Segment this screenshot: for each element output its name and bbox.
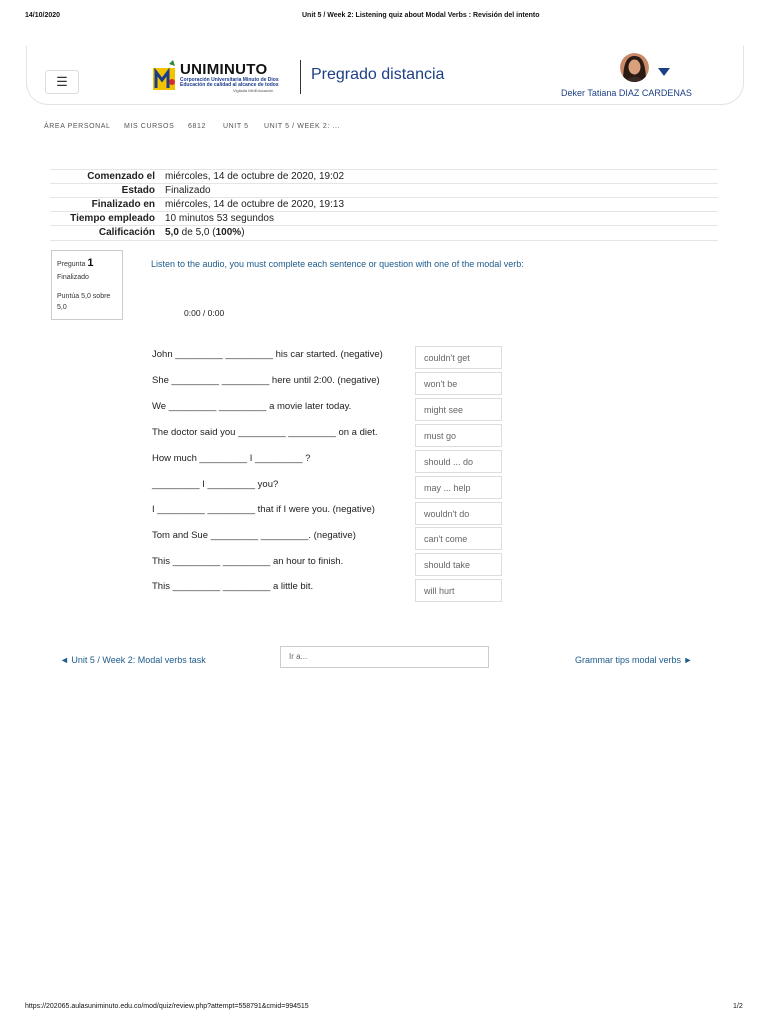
jump-to-placeholder: Ir a...: [289, 652, 308, 661]
summary-row-state: [50, 183, 718, 198]
summary-row-grade: [50, 225, 718, 241]
answer-field-2[interactable]: [415, 372, 502, 395]
grade-close: ): [241, 227, 245, 238]
user-avatar[interactable]: [620, 53, 649, 82]
previous-activity-link[interactable]: ◄ Unit 5 / Week 2: Modal verbs task: [60, 655, 206, 665]
sentence-4: The doctor said you _________ _________ on a diet.: [152, 427, 378, 438]
answer-value: can't come: [424, 534, 468, 544]
answer-value: will hurt: [424, 586, 455, 596]
summary-label: Estado: [121, 185, 155, 196]
summary-value: Finalizado: [165, 185, 211, 196]
jump-to-select[interactable]: [280, 646, 489, 668]
print-date: 14/10/2020: [25, 12, 61, 19]
summary-label: Calificación: [98, 227, 155, 238]
breadcrumb-item-course[interactable]: 6812: [188, 123, 206, 130]
sentence-7: I _________ _________ that if I were you. (negative): [152, 504, 375, 515]
question-number-value: 1: [87, 257, 94, 269]
sentence-10: This _________ _________ a little bit.: [152, 581, 314, 592]
summary-row-finished: [50, 197, 718, 212]
question-info-box: [51, 250, 123, 320]
answer-value: wouldn't do: [424, 509, 470, 519]
print-title: Unit 5 / Week 2: Listening quiz about Modal Verbs : Revisión del intento: [302, 12, 540, 19]
logo-line-2: Educación de calidad al alcance de todos: [180, 82, 279, 88]
answer-field-6[interactable]: [415, 476, 502, 499]
answer-value: should ... do: [424, 457, 474, 467]
sentence-2: She _________ _________ here until 2:00. (negative): [152, 375, 380, 386]
sentence-9: This _________ _________ an hour to finish.: [152, 556, 344, 567]
summary-label: Finalizado en: [91, 199, 155, 210]
breadcrumb-item-unit[interactable]: UNIT 5: [223, 123, 249, 130]
answer-field-3[interactable]: [415, 398, 502, 421]
summary-label: Tiempo empleado: [70, 213, 155, 224]
summary-row-time-taken: [50, 211, 718, 226]
audio-player-time[interactable]: 0:00 / 0:00: [184, 308, 225, 318]
user-menu-caret-icon[interactable]: [658, 68, 670, 76]
question-number: [57, 257, 94, 269]
breadcrumb-item-personal-area[interactable]: ÁREA PERSONAL: [44, 123, 111, 130]
answer-value: might see: [424, 405, 464, 415]
uniminuto-logo[interactable]: [153, 60, 293, 94]
grade-score: 5,0: [165, 227, 179, 238]
next-activity-link[interactable]: Grammar tips modal verbs ►: [575, 655, 693, 665]
answer-field-5[interactable]: [415, 450, 502, 473]
question-prompt: Listen to the audio, you must complete each sentence or question with one of the modal verb:: [151, 259, 524, 269]
print-url: https://202065.aulasuniminuto.edu.co/mod/quiz/review.php?attempt=558791&cmid=994515: [25, 1003, 309, 1010]
answer-value: may ... help: [424, 483, 471, 493]
grade-value: [165, 227, 245, 238]
portal-title: Pregrado distancia: [311, 66, 445, 83]
grade-percent: 100%: [215, 227, 242, 238]
question-status: Finalizado: [57, 274, 89, 281]
avatar-photo-icon: [620, 53, 649, 82]
answer-value: couldn't get: [424, 353, 470, 363]
sentence-1: John _________ _________ his car started. (negative): [152, 349, 383, 360]
summary-value: miércoles, 14 de octubre de 2020, 19:13: [165, 199, 345, 210]
logo-line-1: Corporación Universitaria Minuto de Dios: [180, 77, 279, 83]
answer-field-1[interactable]: [415, 346, 502, 369]
breadcrumb-item-my-courses[interactable]: MIS CURSOS: [124, 123, 175, 130]
answer-field-7[interactable]: [415, 502, 502, 525]
summary-value: miércoles, 14 de octubre de 2020, 19:02: [165, 171, 345, 182]
answer-value: should take: [424, 560, 471, 570]
logo-mark-icon: [153, 60, 177, 92]
sentence-8: Tom and Sue _________ _________. (negative): [152, 530, 356, 541]
answer-value: must go: [424, 431, 457, 441]
sentence-3: We _________ _________ a movie later today.: [152, 401, 352, 412]
answer-field-4[interactable]: [415, 424, 502, 447]
answer-value: won't be: [424, 379, 458, 389]
answer-field-10[interactable]: [415, 579, 502, 602]
menu-button[interactable]: [45, 70, 79, 94]
breadcrumb-item-quiz[interactable]: UNIT 5 / WEEK 2: ...: [264, 123, 341, 130]
hamburger-icon: ☰: [56, 74, 68, 89]
sentence-6: _________ I _________ you?: [152, 479, 279, 490]
logo-divider: [300, 60, 301, 94]
answer-field-8[interactable]: [415, 527, 502, 550]
sentence-5: How much _________ I _________ ?: [152, 453, 311, 464]
question-score: Puntúa 5,0 sobre 5,0: [57, 293, 111, 311]
print-page-number: 1/2: [733, 1003, 743, 1010]
user-name[interactable]: Deker Tatiana DIAZ CARDENAS: [561, 88, 692, 98]
logo-name: UNIMINUTO: [180, 61, 268, 78]
question-label: Pregunta: [57, 261, 86, 268]
summary-label: Comenzado el: [87, 171, 155, 182]
logo-line-3: Vigilada MinEducación: [233, 88, 274, 93]
answer-field-9[interactable]: [415, 553, 502, 576]
grade-of: de 5,0 (: [178, 227, 216, 238]
summary-row-started: [50, 169, 718, 184]
summary-value: 10 minutos 53 segundos: [165, 213, 274, 224]
